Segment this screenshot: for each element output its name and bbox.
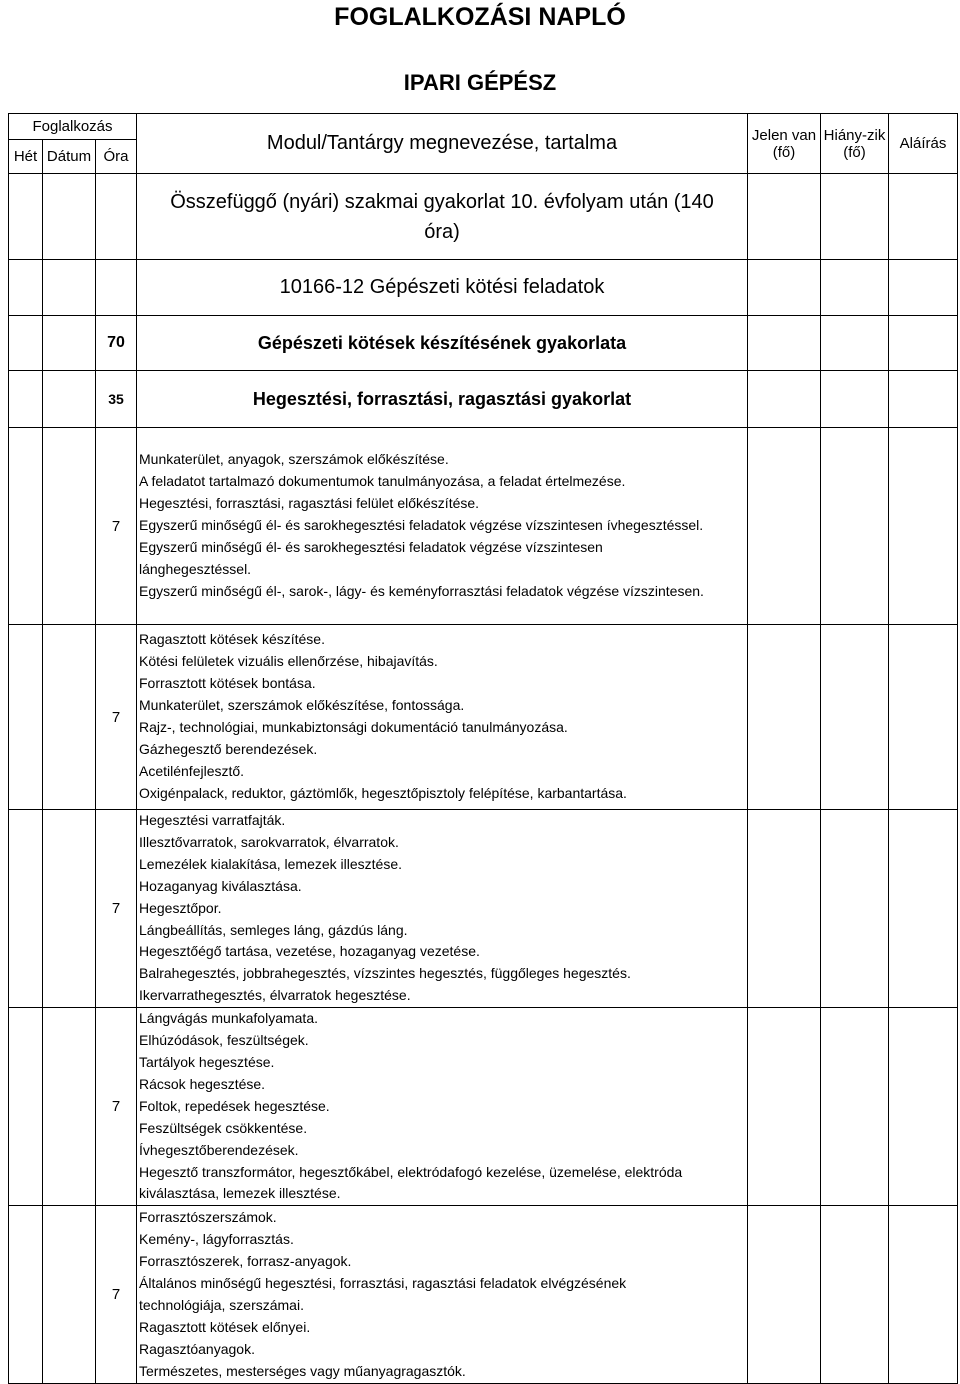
lesson-row	[9, 428, 958, 625]
lesson-line: Lángbeállítás, semleges láng, gázdús láng.	[139, 921, 408, 938]
lesson-line: Kemény-, lágyforrasztás.	[139, 1231, 294, 1248]
header-jelen-van-unit: (fő)	[772, 143, 796, 161]
lesson-hours: 7	[96, 428, 137, 625]
lesson-line: lánghegesztéssel.	[139, 560, 252, 577]
lesson-line: Általános minőségű hegesztési, forrasztási, ragasztási feladatok elvégzésének	[139, 1274, 627, 1291]
lesson-line: Feszültségek csökkentése.	[139, 1119, 308, 1136]
lesson-row	[9, 1206, 958, 1384]
lesson-line: Forrasztószerek, forrasz-anyagok.	[139, 1253, 352, 1269]
lesson-line: Rácsok hegesztése.	[139, 1075, 266, 1092]
header-modul-label: Modul/Tantárgy megnevezése, tartalma	[266, 132, 618, 154]
module-row	[9, 260, 958, 316]
lesson-row	[9, 625, 958, 810]
lesson-row	[9, 810, 958, 1008]
lesson-line: Hozaganyag kiválasztása.	[139, 877, 302, 894]
header-datum: Dátum	[43, 140, 96, 174]
subject-row	[9, 316, 958, 371]
lesson-line: Ragasztott kötések készítése.	[139, 631, 325, 648]
practice-title-line2: óra)	[424, 220, 460, 243]
lesson-content	[137, 1206, 748, 1384]
lesson-content	[137, 428, 748, 625]
lesson-line: Egyszerű minőségű él-, sarok-, lágy- és keményforrasztási feladatok végzése vízszintesen.	[139, 582, 704, 599]
topic-title: Hegesztési, forrasztási, ragasztási gyakorlat	[137, 371, 748, 428]
header-het: Hét	[9, 140, 43, 174]
lesson-line: Rajz-, technológiai, munkabiztonsági dokumentáció tanulmányozása.	[139, 719, 568, 735]
header-row-top	[9, 114, 958, 140]
lesson-line: Egyszerű minőségű él- és sarokhegesztési feladatok végzése vízszintesen	[139, 538, 603, 555]
page-subtitle: IPARI GÉPÉSZ	[403, 70, 557, 95]
lesson-content	[137, 810, 748, 1008]
lesson-line: Oxigénpalack, reduktor, gáztömlők, hegesztőpisztoly felépítése, karbantartása.	[139, 784, 627, 801]
lesson-line: Egyszerű minőségű él- és sarokhegesztési feladatok végzése vízszintesen ívhegesztéssel.	[139, 517, 704, 534]
header-ora: Óra	[96, 140, 137, 174]
lesson-line: Illesztővarratok, sarokvarratok, élvarratok.	[139, 833, 399, 850]
lesson-line: Lángvágás munkafolyamata.	[139, 1010, 318, 1027]
log-table	[8, 113, 958, 1384]
lesson-line: Hegesztési, forrasztási, ragasztási felület előkészítése.	[139, 495, 480, 512]
lesson-line: Kötési felületek vizuális ellenőrzése, hibajavítás.	[139, 653, 438, 670]
lesson-line: Ívhegesztőberendezések.	[139, 1141, 299, 1158]
lesson-hours: 7	[96, 1008, 137, 1206]
topic-row	[9, 371, 958, 428]
lesson-line: technológiája, szerszámai.	[139, 1296, 304, 1313]
lesson-line: Ragasztott kötések előnyei.	[139, 1318, 311, 1335]
lesson-line: Ragasztóanyagok.	[139, 1340, 255, 1357]
lesson-line: Foltok, repedések hegesztése.	[139, 1097, 330, 1114]
subject-title: Gépészeti kötések készítésének gyakorlata	[137, 316, 748, 371]
lesson-line: kiválasztása, lemezek illesztése.	[139, 1185, 341, 1202]
lesson-line: Lemezélek kialakítása, lemezek illesztése.	[139, 855, 403, 872]
lesson-line: Tartályok hegesztése.	[139, 1053, 275, 1070]
lesson-line: A feladatot tartalmazó dokumentumok tanulmányozása, a feladat értelmezése.	[139, 473, 626, 490]
lesson-line: Hegesztőpor.	[139, 899, 222, 916]
lesson-row	[9, 1008, 958, 1206]
topic-hours: 35	[96, 371, 137, 428]
lesson-line: Hegesztési varratfajták.	[139, 812, 286, 828]
practice-title-line1: Összefüggő (nyári) szakmai gyakorlat 10. évfolyam után (140	[170, 190, 714, 213]
practice-title	[137, 174, 748, 260]
lesson-line: Acetilénfejlesztő.	[139, 762, 245, 779]
lesson-content	[137, 1008, 748, 1206]
lesson-hours: 7	[96, 625, 137, 810]
header-jelen-van-label: Jelen van	[751, 126, 817, 144]
header-jelen-van	[748, 114, 821, 174]
practice-row	[9, 174, 958, 260]
lesson-line: Munkaterület, szerszámok előkészítése, fontossága.	[139, 697, 465, 714]
lesson-line: Természetes, mesterséges vagy műanyagragasztók.	[139, 1362, 466, 1379]
lesson-line: Ikervarrathegesztés, élvarratok hegesztése.	[139, 987, 411, 1004]
subject-hours: 70	[96, 316, 137, 371]
header-foglalkozas: Foglalkozás	[9, 114, 137, 140]
header-hianyzik-label: Hiány-zik	[823, 126, 886, 144]
header-hianyzik	[821, 114, 889, 174]
lesson-content	[137, 625, 748, 810]
lesson-line: Forrasztószerszámok.	[139, 1209, 277, 1226]
lesson-hours: 7	[96, 810, 137, 1008]
lesson-line: Gázhegesztő berendezések.	[139, 740, 318, 757]
page-title: FOGLALKOZÁSI NAPLÓ	[334, 3, 626, 31]
lesson-line: Balrahegesztés, jobbrahegesztés, vízszintes hegesztés, függőleges hegesztés.	[139, 965, 631, 982]
lesson-line: Munkaterület, anyagok, szerszámok előkészítése.	[139, 451, 449, 468]
header-modul	[137, 114, 748, 174]
header-hianyzik-unit: (fő)	[843, 143, 866, 161]
lesson-hours: 7	[96, 1206, 137, 1384]
lesson-line: Forrasztott kötések bontása.	[139, 675, 316, 692]
lesson-line: Hegesztőégő tartása, vezetése, hozaganyag vezetése.	[139, 943, 480, 960]
module-title: 10166-12 Gépészeti kötési feladatok	[137, 260, 748, 316]
lesson-line: Hegesztő transzformátor, hegesztőkábel, elektródafogó kezelése, üzemelése, elektróda	[139, 1163, 683, 1180]
lesson-line: Elhúzódások, feszültségek.	[139, 1032, 309, 1049]
header-alairas: Aláírás	[889, 114, 958, 174]
